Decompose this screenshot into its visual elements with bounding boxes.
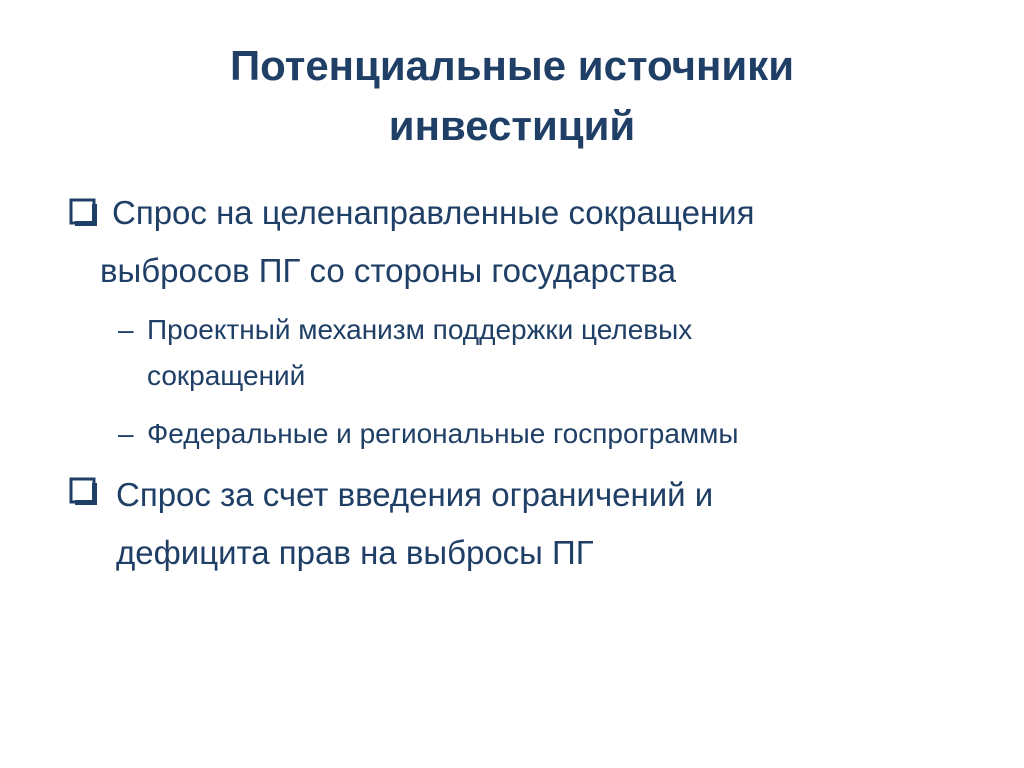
bullet-1-line-2: выбросов ПГ со стороны государства [100, 252, 677, 289]
title-line-2: инвестиций [388, 102, 636, 149]
bullet-1-line-1: Спрос на целенаправленные сокращения [112, 194, 755, 231]
sub-item-2-line-1: Федеральные и региональные госпрограммы [147, 418, 739, 449]
title-line-1: Потенциальные источники [229, 42, 795, 89]
dash-marker: – [118, 418, 134, 449]
bullet-2-line-2: дефицита прав на выбросы ПГ [116, 534, 594, 571]
checkbox-icon [68, 476, 98, 506]
bullet-2-line-1: Спрос за счет введения ограничений и [116, 476, 714, 513]
sub-item-1-line-1: Проектный механизм поддержки целевых [147, 314, 693, 345]
dash-marker: – [118, 314, 134, 345]
sub-item-1-line-2: сокращений [147, 360, 306, 391]
